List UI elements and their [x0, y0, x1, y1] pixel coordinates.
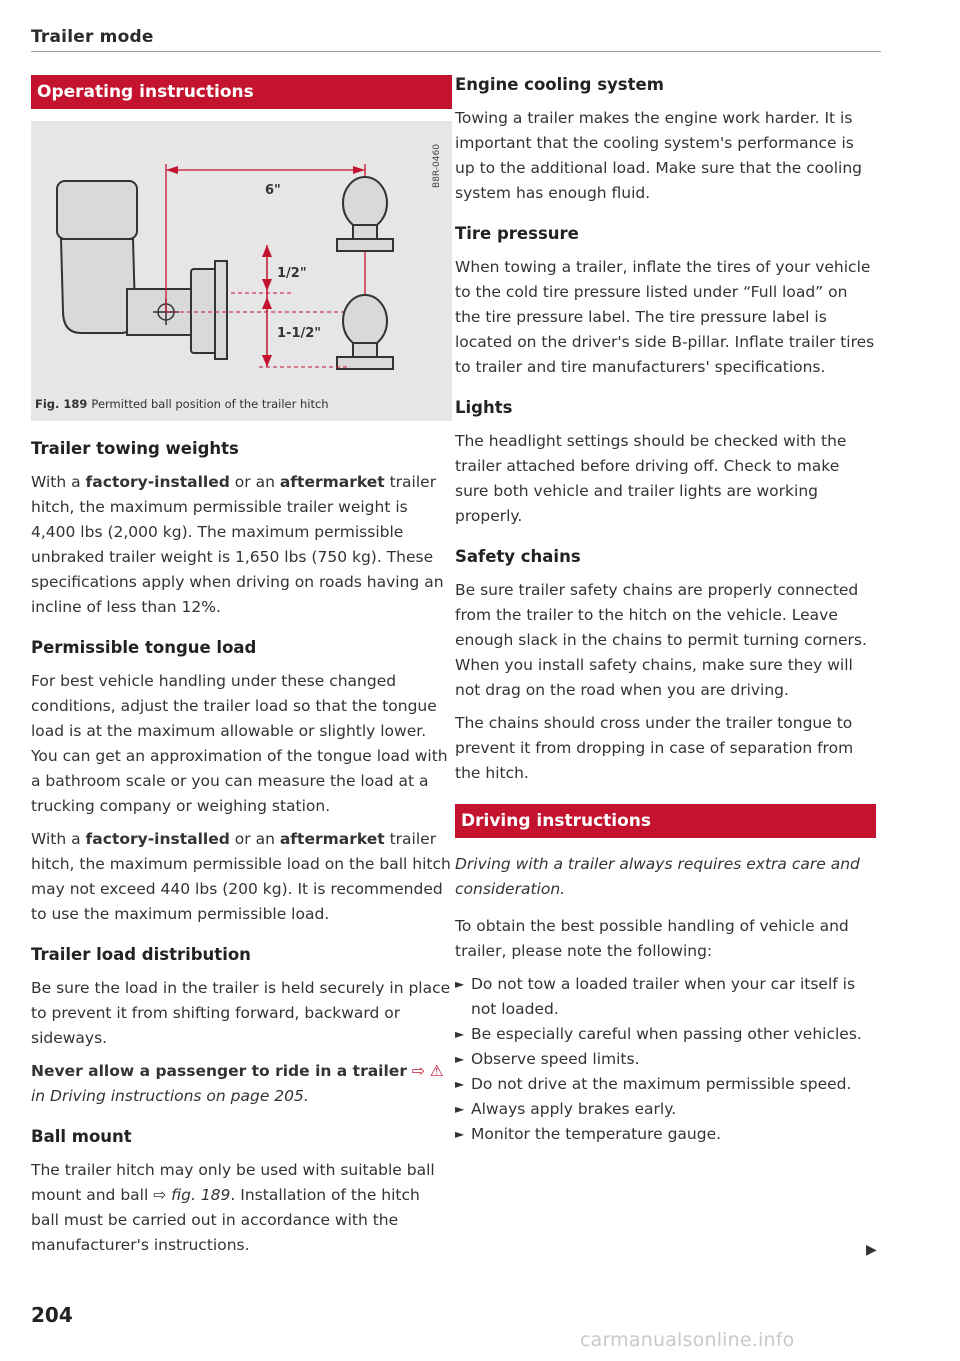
driving-bullet-list: [455, 972, 876, 1147]
tongue-load-paragraph-1: For best vehicle handling under these changed conditions, adjust the trailer load so that the tongue load is at the maximum allowable or slightly lower. You can get an approximation of the tongue load with a bathroom scale or you can measure the load at a trucking company or weighing station.: [31, 672, 448, 815]
safety-chains-paragraph-1: Be sure trailer safety chains are properly connected from the trailer to the hitch on the vehicle. Leave enough slack in the chains to permit turning corners. When you install safety chains, make sure they will not drag on the road when you are driving.: [455, 581, 867, 699]
lights-paragraph: The headlight settings should be checked with the trailer attached before driving off. Check to make sure both vehicle and trailer lights are working properly.: [455, 432, 847, 525]
header-rule: [31, 51, 881, 52]
tire-pressure-paragraph: When towing a trailer, inflate the tires of your vehicle to the cold tire pressure listed under “Full load” on the tire pressure label. The tire pressure label is located on the driver's side B-pillar. Inflate trailer tires to trailer and tire manufacturers' specifications.: [455, 258, 875, 376]
dimension-one-half-label: 1-1/2": [277, 326, 322, 341]
right-column: [455, 75, 876, 1147]
driving-instructions-banner: Driving instructions: [455, 804, 876, 838]
dimension-6-label: 6": [265, 183, 281, 198]
safety-chains-heading: Safety chains: [455, 547, 581, 566]
load-distribution-heading: Trailer load distribution: [31, 945, 251, 964]
safety-chains-paragraph-2: The chains should cross under the trailer tongue to prevent it from dropping in case of separation from the hitch.: [455, 714, 854, 782]
operating-instructions-banner: Operating instructions: [31, 75, 452, 109]
figure-189: [31, 121, 452, 421]
passenger-warning: Never allow a passenger to ride in a trailer ⇨ ⚠ in Driving instructions on page 205.: [31, 1062, 444, 1105]
tire-pressure-heading: Tire pressure: [455, 224, 579, 243]
cooling-heading: Engine cooling system: [455, 75, 664, 94]
cooling-paragraph: Towing a trailer makes the engine work harder. It is important that the cooling system's performance is up to the additional load. Make sure that the cooling system has enough fluid.: [455, 109, 863, 202]
tongue-load-heading: Permissible tongue load: [31, 638, 257, 657]
list-item: ► Do not drive at the maximum permissible speed.: [455, 1075, 852, 1093]
warning-reference-link[interactable]: ⇨ ⚠: [406, 1062, 444, 1080]
driving-paragraph: To obtain the best possible handling of vehicle and trailer, please note the following:: [455, 917, 849, 960]
lights-heading: Lights: [455, 398, 513, 417]
running-head: Trailer mode: [31, 27, 154, 47]
tongue-load-paragraph-2: With a factory-installed or an aftermarket trailer hitch, the maximum permissible load on the ball hitch may not exceed 440 lbs (200 kg). It is recommended to use the maximum permissible load.: [31, 830, 451, 923]
continue-arrow-icon: ▶: [866, 1242, 877, 1258]
lower-ball-illustration: [337, 295, 393, 369]
figure-reference-link[interactable]: ⇨ fig. 189: [153, 1186, 231, 1204]
upper-ball-illustration: [337, 177, 393, 251]
driving-lead: Driving with a trailer always requires extra care and consideration.: [455, 855, 860, 898]
towing-weights-paragraph: With a factory-installed or an aftermarket trailer hitch, the maximum permissible trailer weight is 4,400 lbs (2,000 kg). The maximum permissible unbraked trailer weight is 1,650 lbs (750 kg). These specifications apply when driving on roads having an incline of less than 12%.: [31, 473, 444, 616]
list-item: ► Always apply brakes early.: [455, 1100, 677, 1118]
figure-caption-text: Permitted ball position of the trailer hitch: [91, 397, 329, 411]
ball-mount-paragraph: The trailer hitch may only be used with suitable ball mount and ball ⇨ fig. 189. Installation of the hitch ball must be carried out in accordance with the manufacturer's instructions.: [31, 1161, 435, 1254]
list-item: ► Do not tow a loaded trailer when your car itself is not loaded.: [455, 975, 856, 1018]
towing-weights-heading: Trailer towing weights: [31, 439, 239, 458]
page-number: 204: [31, 1303, 73, 1327]
left-column: [31, 75, 452, 1266]
load-distribution-paragraph: Be sure the load in the trailer is held securely in place to prevent it from shifting forward, backward or sideways.: [31, 979, 451, 1047]
list-item: ► Monitor the temperature gauge.: [455, 1125, 722, 1143]
figure-caption: [35, 397, 329, 411]
dimension-half-label: 1/2": [277, 266, 307, 281]
trailer-hitch-diagram: [31, 121, 452, 421]
figure-code: B8R-0460: [432, 144, 442, 188]
ball-mount-heading: Ball mount: [31, 1127, 132, 1146]
list-item: ► Be especially careful when passing other vehicles.: [455, 1025, 862, 1043]
list-item: ► Observe speed limits.: [455, 1050, 640, 1068]
figure-label: Fig. 189: [35, 397, 88, 411]
hitch-receiver-illustration: [57, 181, 227, 359]
watermark: carmanualsonline.info: [580, 1329, 795, 1351]
